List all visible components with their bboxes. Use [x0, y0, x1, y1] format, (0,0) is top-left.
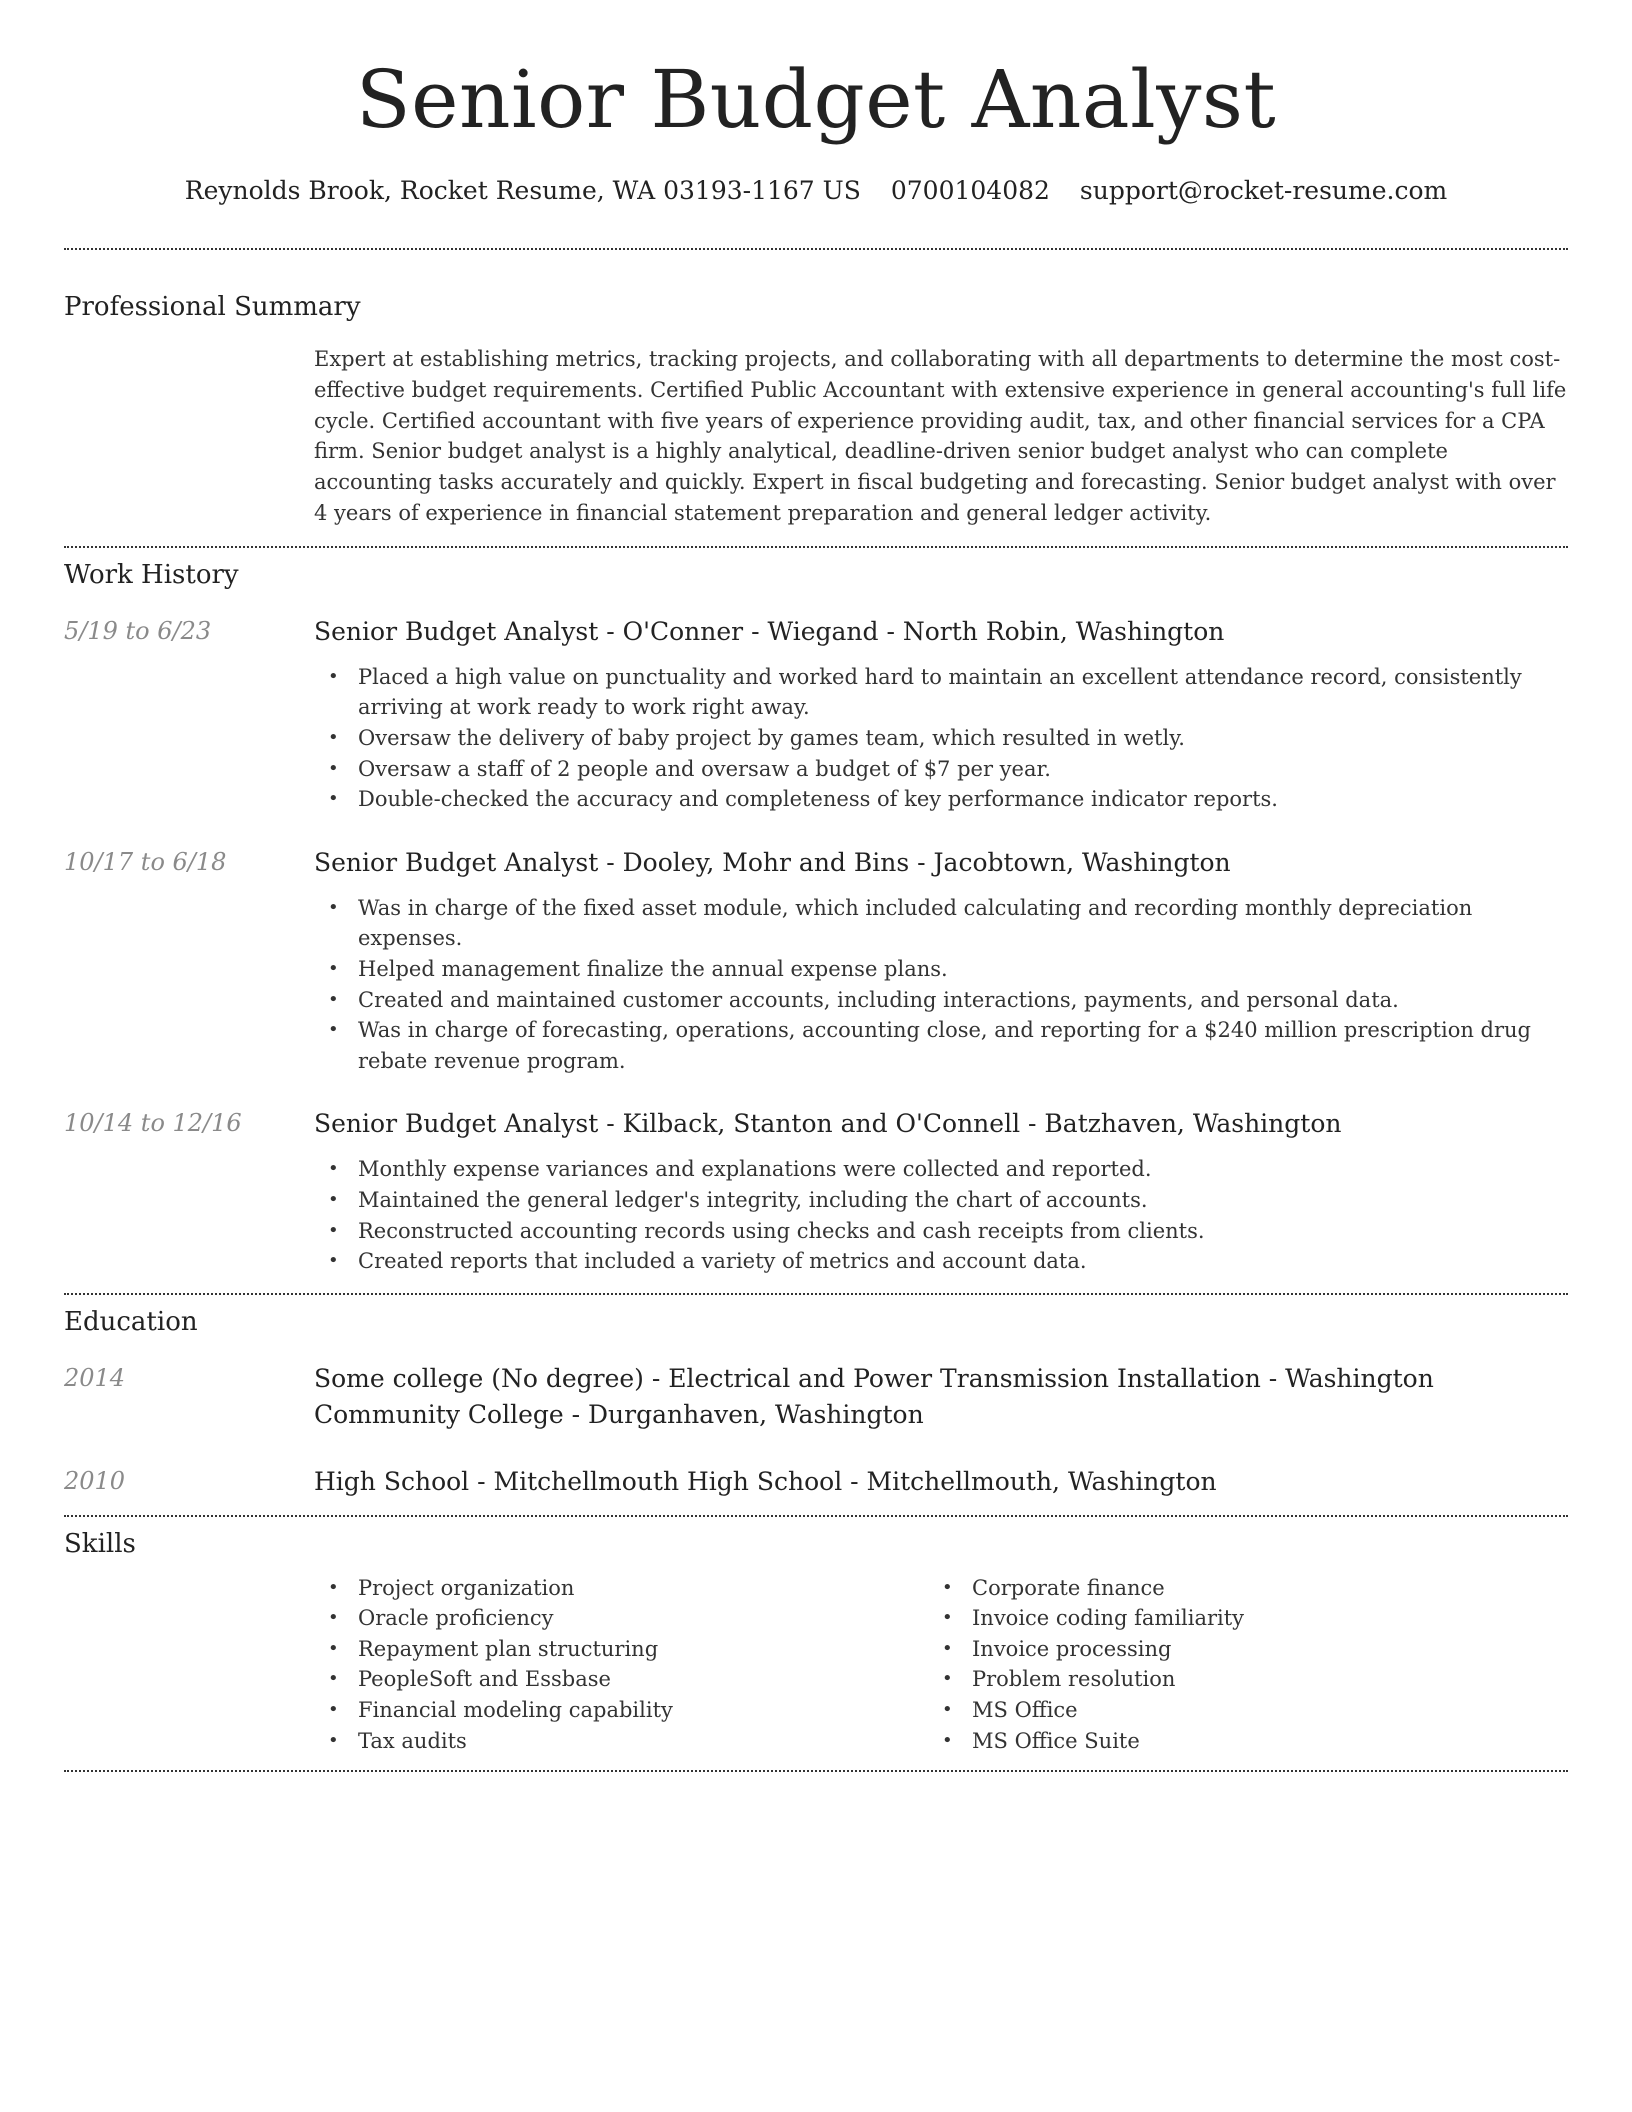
- skill-item: • Financial modeling capability: [314, 1695, 928, 1726]
- job-bullet: • Helped management finalize the annual expense plans.: [314, 954, 1568, 985]
- resume-title: Senior Budget Analyst: [355, 53, 1277, 146]
- job-bullets: [314, 893, 1568, 1077]
- job-employer: - O'Conner - Wiegand - North Robin, Washington: [598, 616, 1225, 646]
- job-heading: [314, 845, 1568, 881]
- education-entry: [64, 1361, 1568, 1433]
- skill-item: • PeopleSoft and Essbase: [314, 1664, 928, 1695]
- skill-item: • Tax audits: [314, 1726, 928, 1757]
- skill-item: • MS Office: [928, 1695, 1542, 1726]
- education-year: 2014: [64, 1363, 126, 1392]
- job-heading: [314, 614, 1568, 650]
- education-entry: [64, 1464, 1568, 1500]
- job-bullet: • Was in charge of the fixed asset module, which included calculating and recording monthly depreciation expenses.: [314, 893, 1568, 954]
- section-divider: [64, 248, 1568, 250]
- job-bullets: [314, 662, 1568, 815]
- job-dates: 10/14 to 12/16: [64, 1109, 242, 1138]
- skills-list: [314, 1573, 1568, 1757]
- skill-item: • Repayment plan structuring: [314, 1634, 928, 1665]
- education-heading: Education: [64, 1306, 198, 1337]
- job-dates: 10/17 to 6/18: [64, 847, 227, 876]
- job-employer: - Dooley, Mohr and Bins - Jacobtown, Washington: [598, 847, 1231, 877]
- skills-column-right: [928, 1573, 1542, 1757]
- contact-line: [64, 174, 1568, 208]
- job-bullet: • Was in charge of forecasting, operations, accounting close, and reporting for a $240 million prescription drug rebate revenue program.: [314, 1015, 1568, 1076]
- section-divider: [64, 1515, 1568, 1517]
- skill-item: • Project organization: [314, 1573, 928, 1604]
- skills-column-left: [314, 1573, 928, 1757]
- contact-email[interactable]: support@rocket-resume.com: [1079, 176, 1448, 205]
- summary-heading: Professional Summary: [64, 292, 361, 322]
- job-bullets: [314, 1154, 1568, 1276]
- skill-item: • MS Office Suite: [928, 1726, 1542, 1757]
- education-details: [314, 1361, 1568, 1433]
- education-section: [64, 1305, 1568, 1500]
- summary-spacer: [64, 344, 314, 529]
- education-details: [314, 1464, 1568, 1500]
- job-entry: [64, 1106, 1568, 1276]
- job-bullet: • Maintained the general ledger's integrity, including the chart of accounts.: [314, 1185, 1568, 1216]
- skill-item: • Problem resolution: [928, 1664, 1542, 1695]
- resume-page: [64, 0, 1568, 1772]
- education-year: 2010: [64, 1466, 126, 1495]
- education-degree: Some college (No degree) - Electrical and Power Transmission Installation: [314, 1363, 1261, 1393]
- job-bullet: • Oversaw a staff of 2 people and oversaw a budget of $7 per year.: [314, 754, 1568, 785]
- work-history-section: [64, 558, 1568, 1277]
- skill-item: • Oracle proficiency: [314, 1603, 928, 1634]
- education-school: - Washington Community College - Durganhaven, Washington: [314, 1363, 1434, 1429]
- skill-item: • Corporate finance: [928, 1573, 1542, 1604]
- education-degree: High School: [314, 1466, 470, 1496]
- job-role: Senior Budget Analyst: [314, 616, 599, 646]
- resume-header: [64, 0, 1568, 208]
- job-role: Senior Budget Analyst: [314, 847, 599, 877]
- job-heading: [314, 1106, 1568, 1142]
- job-entry: [64, 614, 1568, 815]
- work-history-heading: Work History: [64, 559, 239, 590]
- summary-text: Expert at establishing metrics, tracking projects, and collaborating with all departments to determine the most cost-effective budget requirements. Certified Public Accountant with extensive experience in general accounting's full life cycle. Certified accountant with five years of experience providing audit, tax, and other financial services for a CPA firm. Senior budget analyst is a highly analytical, deadline-driven senior budget analyst who can complete accounting tasks accurately and quickly. Expert in fiscal budgeting and forecasting. Senior budget analyst with over 4 years of experience in financial statement preparation and general ledger activity.: [314, 347, 1567, 525]
- contact-phone: 0700104082: [890, 176, 1050, 205]
- job-bullet: • Oversaw the delivery of baby project by games team, which resulted in wetly.: [314, 723, 1568, 754]
- skill-item: • Invoice coding familiarity: [928, 1603, 1542, 1634]
- job-dates: 5/19 to 6/23: [64, 616, 212, 645]
- section-divider: [64, 1293, 1568, 1295]
- skills-section: [64, 1527, 1568, 1757]
- job-bullet: • Placed a high value on punctuality and worked hard to maintain an excellent attendance record, consistently arriving at work ready to work right away.: [314, 662, 1568, 723]
- job-entry: [64, 845, 1568, 1077]
- job-employer: - Kilback, Stanton and O'Connell - Batzhaven, Washington: [598, 1109, 1342, 1139]
- skill-item: • Invoice processing: [928, 1634, 1542, 1665]
- job-bullet: • Reconstructed accounting records using checks and cash receipts from clients.: [314, 1216, 1568, 1247]
- job-bullet: • Double-checked the accuracy and completeness of key performance indicator reports.: [314, 784, 1568, 815]
- education-school: - Mitchellmouth High School - Mitchellmouth, Washington: [469, 1466, 1217, 1496]
- skills-heading: Skills: [64, 1528, 136, 1559]
- summary-section: [64, 290, 1568, 529]
- contact-address: Reynolds Brook, Rocket Resume, WA 03193-1167 US: [184, 176, 861, 205]
- section-divider: [64, 546, 1568, 548]
- skills-spacer: [64, 1573, 314, 1757]
- job-role: Senior Budget Analyst: [314, 1109, 599, 1139]
- job-bullet: • Monthly expense variances and explanations were collected and reported.: [314, 1154, 1568, 1185]
- job-bullet: • Created reports that included a variety of metrics and account data.: [314, 1246, 1568, 1277]
- job-bullet: • Created and maintained customer accounts, including interactions, payments, and personal data.: [314, 985, 1568, 1016]
- section-divider: [64, 1770, 1568, 1772]
